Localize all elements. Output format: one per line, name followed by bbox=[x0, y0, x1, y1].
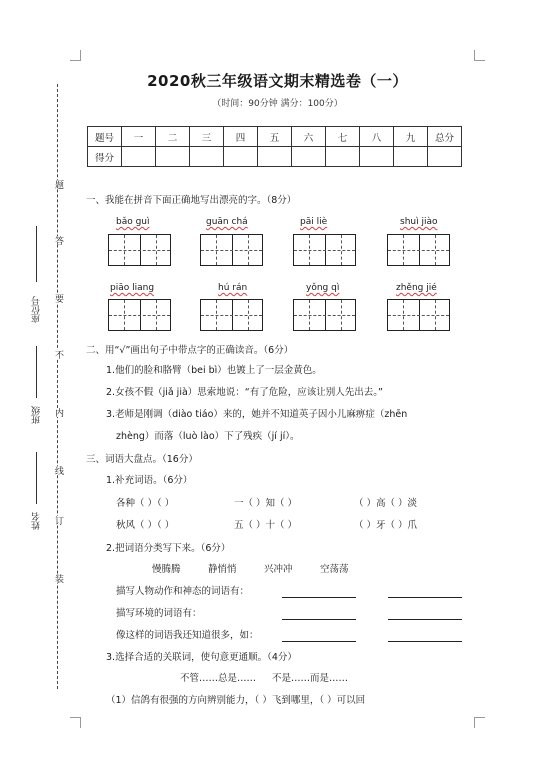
tian-grid-writing-box[interactable] bbox=[200, 299, 263, 331]
seal-char: 订 bbox=[53, 516, 63, 525]
score-cell[interactable] bbox=[156, 147, 190, 167]
crop-mark-top-left bbox=[70, 50, 81, 61]
header-cell: 七 bbox=[326, 127, 360, 147]
seal-char: 装 bbox=[53, 574, 63, 583]
tian-grid-writing-box[interactable] bbox=[293, 234, 356, 266]
tian-grid-writing-box[interactable] bbox=[108, 234, 171, 266]
connective-option: 不管……总是…… bbox=[180, 673, 257, 684]
fill-in-item[interactable]: 秋风（ ）（ ） bbox=[116, 520, 175, 531]
tian-grid-writing-box[interactable] bbox=[387, 299, 450, 331]
connective-option: 不是……而是…… bbox=[272, 673, 349, 684]
header-cell: 四 bbox=[224, 127, 258, 147]
seal-char: 要 bbox=[53, 294, 63, 303]
exam-title: 2020秋三年级语文期末精选卷（一） bbox=[147, 72, 408, 90]
header-cell: 五 bbox=[258, 127, 292, 147]
seal-char: 答 bbox=[53, 236, 63, 245]
crop-mark-bottom-left bbox=[70, 717, 81, 728]
pinyin-label: zhěng jié bbox=[396, 283, 437, 293]
score-cell[interactable] bbox=[224, 147, 258, 167]
answer-line[interactable] bbox=[388, 619, 462, 620]
tian-grid-writing-box[interactable] bbox=[108, 299, 171, 331]
subquestion-heading: 3.选择合适的关联词，使句意更通顺。（4分） bbox=[106, 652, 297, 663]
row-label: 得分 bbox=[88, 147, 122, 167]
question-text: 1.他们的脸和胳臂（bei bì）也镀上了一层金黄色。 bbox=[106, 365, 322, 376]
header-cell: 总分 bbox=[428, 127, 462, 147]
seal-char: 线 bbox=[53, 466, 63, 475]
seal-char: 题 bbox=[53, 180, 63, 189]
answer-line[interactable] bbox=[388, 641, 462, 642]
score-table-score-row bbox=[88, 147, 462, 167]
score-table bbox=[87, 126, 462, 167]
pinyin-label: bǎo guì bbox=[116, 217, 150, 227]
score-cell[interactable] bbox=[428, 147, 462, 167]
section1-heading: 一、我能在拼音下面正确地写出漂亮的字。（8分） bbox=[86, 195, 297, 206]
fill-in-item[interactable]: 五（ ）十（ ） bbox=[234, 520, 298, 531]
seat-label: 座位号 bbox=[32, 296, 42, 323]
section2-heading: 二、用“√”画出句子中带点字的正确读音。（6分） bbox=[86, 345, 294, 356]
header-cell: 八 bbox=[360, 127, 394, 147]
fill-in-item[interactable]: （ ）牙（ ）爪 bbox=[354, 520, 418, 531]
score-cell[interactable] bbox=[190, 147, 224, 167]
exam-subtitle: （时间：90分钟 满分：100分） bbox=[212, 99, 343, 109]
crop-mark-bottom-right bbox=[474, 717, 485, 728]
subquestion-heading: 2.把词语分类写下来。（6分） bbox=[106, 543, 231, 554]
score-cell[interactable] bbox=[292, 147, 326, 167]
pinyin-label: hú rán bbox=[218, 283, 248, 293]
score-cell[interactable] bbox=[122, 147, 156, 167]
header-cell: 题号 bbox=[88, 127, 122, 147]
classify-prompt: 描写环境的词语有： bbox=[116, 608, 202, 619]
fill-in-item[interactable]: 一（ ）知（ ） bbox=[234, 498, 298, 509]
header-cell: 九 bbox=[394, 127, 428, 147]
answer-line[interactable] bbox=[282, 619, 356, 620]
question-text: 2.女孩不假（jiǎ jià）思索地说：“有了危险，应该让别人先出去。” bbox=[106, 387, 383, 398]
pinyin-label: guān chá bbox=[206, 217, 248, 227]
classify-prompt: 描写人物动作和神态的词语有： bbox=[116, 586, 250, 597]
tian-grid-writing-box[interactable] bbox=[293, 299, 356, 331]
class-field-line bbox=[36, 346, 37, 398]
tian-grid-writing-box[interactable] bbox=[200, 234, 263, 266]
score-cell[interactable] bbox=[258, 147, 292, 167]
header-cell: 三 bbox=[190, 127, 224, 147]
seal-char: 不 bbox=[53, 350, 63, 359]
word-item: 兴冲冲 bbox=[264, 564, 293, 575]
word-item: 空荡荡 bbox=[320, 564, 349, 575]
fill-in-item[interactable]: 各种（ ）（ ） bbox=[116, 498, 175, 509]
fill-in-item[interactable]: （ ）高（ ）淡 bbox=[354, 498, 418, 509]
question-text: （1）信鸽有很强的方向辨别能力，（ ）飞到哪里，（ ）可以回 bbox=[106, 695, 366, 706]
crop-mark-top-right bbox=[474, 50, 485, 61]
seat-field-line bbox=[36, 226, 37, 282]
pinyin-label: pāi liè bbox=[300, 217, 328, 227]
question-text: 3.老师是刚调（diào tiáo）来的，她并不知道英子因小儿麻痹症（zhēn bbox=[106, 409, 408, 420]
pinyin-label: yǒng qì bbox=[306, 283, 340, 293]
header-cell: 六 bbox=[292, 127, 326, 147]
classify-prompt: 像这样的词语我还知道很多，如： bbox=[116, 630, 259, 641]
score-cell[interactable] bbox=[326, 147, 360, 167]
word-item: 慢腾腾 bbox=[152, 564, 181, 575]
header-cell: 二 bbox=[156, 127, 190, 147]
word-item: 静悄悄 bbox=[208, 564, 237, 575]
tian-grid-writing-box[interactable] bbox=[387, 234, 450, 266]
pinyin-label: piāo liang bbox=[110, 283, 155, 293]
score-table-header-row bbox=[88, 127, 462, 147]
answer-line[interactable] bbox=[282, 597, 356, 598]
class-label: 班级 bbox=[32, 406, 42, 424]
header-cell: 一 bbox=[122, 127, 156, 147]
question-text: zhèng）而落（luò lào）下了残疾（jí jí）。 bbox=[116, 431, 300, 442]
binding-line bbox=[57, 84, 58, 689]
score-cell[interactable] bbox=[360, 147, 394, 167]
pinyin-label: shuì jiào bbox=[400, 217, 438, 227]
answer-line[interactable] bbox=[282, 641, 356, 642]
name-label: 姓名 bbox=[32, 512, 42, 530]
score-cell[interactable] bbox=[394, 147, 428, 167]
subquestion-heading: 1.补充词语。（6分） bbox=[106, 475, 193, 486]
seal-char: 内 bbox=[53, 408, 63, 417]
name-field-line bbox=[36, 452, 37, 504]
answer-line[interactable] bbox=[388, 597, 462, 598]
section3-heading: 三、词语大盘点。（16分） bbox=[86, 454, 198, 465]
